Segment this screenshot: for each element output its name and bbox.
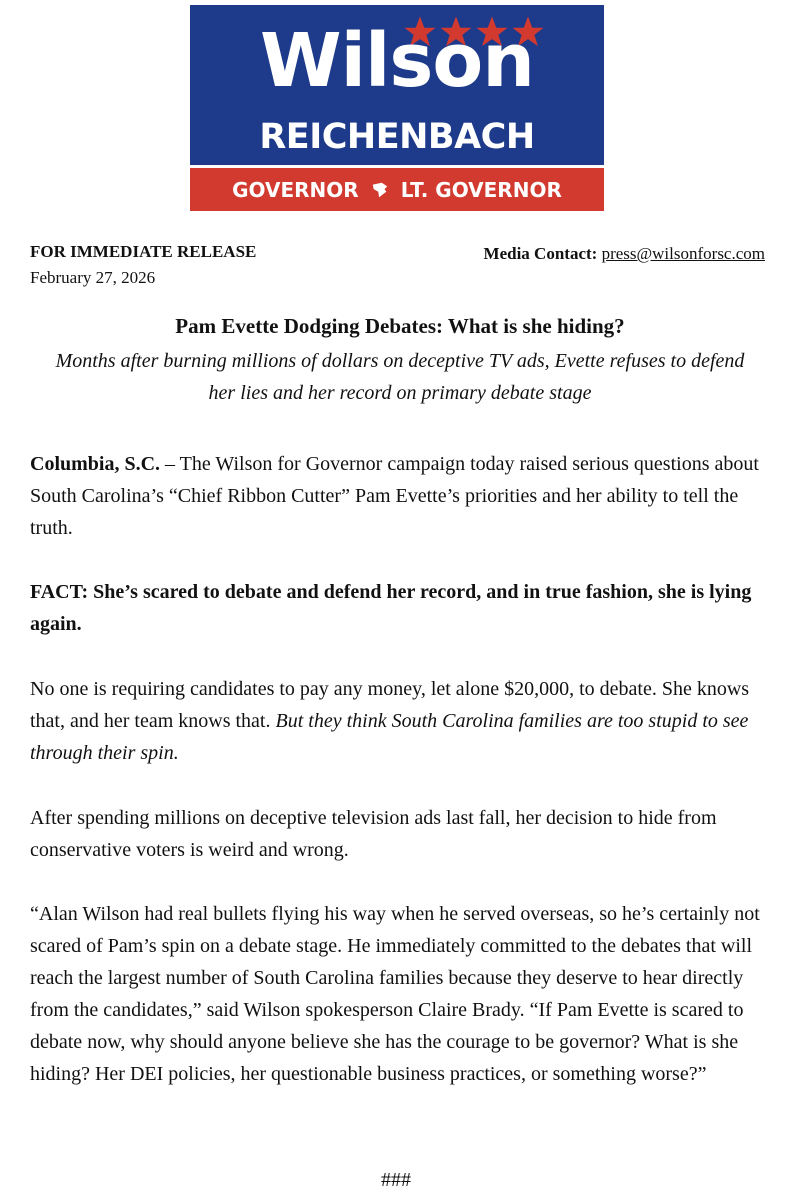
end-mark: ###	[381, 1169, 411, 1191]
requirement-italic-text: But they think South Carolina families are too stupid to see through their spin.	[30, 710, 749, 764]
palmetto-state-icon	[371, 180, 389, 200]
intro-text: – The Wilson for Governor campaign today raised serious questions about South Carolina’s “Chief Ribbon Cutter” Pam Evette’s priorities and her ability to tell the truth.	[30, 453, 759, 539]
logo-running-mate-name: REICHENBACH	[259, 117, 535, 157]
paragraph-fact: FACT: She’s scared to debate and defend her record, and in true fashion, she is lying again.	[30, 581, 752, 635]
logo-candidate-name: Wilson	[260, 18, 534, 104]
logo-office-banner	[190, 168, 604, 211]
media-contact-label: Media Contact:	[483, 244, 598, 263]
logo-blue-panel	[190, 5, 604, 165]
dateline: Columbia, S.C.	[30, 453, 161, 475]
requirement-text: No one is requiring candidates to pay any money, let alone $20,000, to debate. She knows that, and her team knows that.	[30, 678, 750, 732]
subheadline: Months after burning millions of dollars on deceptive TV ads, Evette refuses to defend her lies and her record on primary debate stage	[55, 350, 745, 404]
headline: Pam Evette Dodging Debates: What is she hiding?	[175, 314, 625, 338]
media-contact-email-link[interactable]: press@wilsonforsc.com	[601, 244, 765, 263]
paragraph-intro	[30, 448, 768, 544]
campaign-logo	[190, 5, 604, 211]
release-label: FOR IMMEDIATE RELEASE	[30, 242, 257, 261]
paragraph-spending: After spending millions on deceptive television ads last fall, her decision to hide from conservative voters is weird and wrong.	[30, 807, 717, 861]
paragraph-quote: “Alan Wilson had real bullets flying his way when he served overseas, so he’s certainly not scared of Pam’s spin on a debate stage. He immediately committed to the debates that will reach the largest number of South Carolina families because they deserve to hear directly from the candidates,” said Wilson spokesperson Claire Brady. “If Pam Evette is scared to debate now, why should anyone believe she has the courage to be governor? What is she hiding? Her DEI policies, her questionable business practices, or something worse?”	[30, 903, 760, 1085]
media-contact	[484, 243, 765, 265]
logo-office-governor: GOVERNOR	[232, 177, 359, 202]
release-date: February 27, 2026	[30, 268, 156, 287]
paragraph-requirement	[30, 673, 768, 769]
logo-office-lt-governor: LT. GOVERNOR	[400, 177, 562, 202]
